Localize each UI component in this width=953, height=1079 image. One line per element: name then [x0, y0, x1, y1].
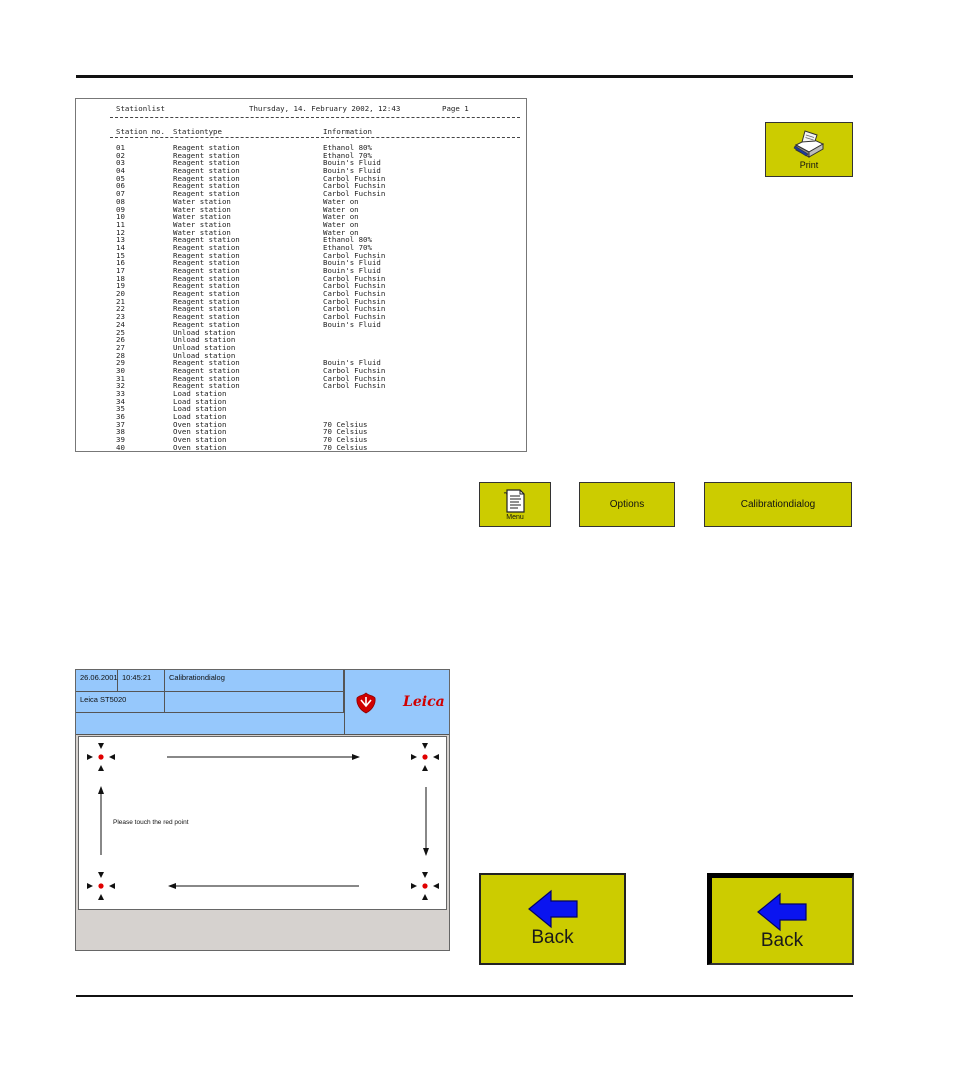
- leica-logo-text: Leica: [403, 694, 445, 710]
- leica-emblem-icon: [355, 692, 377, 714]
- arrow-left-icon: [756, 892, 808, 932]
- stationtype-cell: Load station: [173, 396, 227, 406]
- station-no-cell: 33: [116, 389, 125, 398]
- station-no-cell: 11: [116, 219, 125, 229]
- top-rule: [76, 75, 853, 78]
- station-no-cell: 35: [116, 404, 125, 414]
- back-button-label: Back: [760, 930, 804, 951]
- stationtype-cell: Reagent station: [173, 365, 240, 375]
- back-button-pressed[interactable]: [707, 873, 854, 965]
- information-cell: 70 Celsius: [323, 442, 368, 452]
- information-cell: Ethanol 70%: [323, 150, 372, 160]
- station-no-cell: 34: [116, 396, 125, 406]
- calibrationdialog-button-label: Calibrationdialog: [740, 499, 816, 510]
- stationtype-cell: Load station: [173, 412, 227, 422]
- menu-button-label: Menu: [506, 514, 524, 521]
- station-no-cell: 07: [116, 189, 125, 199]
- station-no-cell: 38: [116, 427, 125, 437]
- stationtype-cell: Unload station: [173, 327, 236, 337]
- information-cell: Water on: [323, 219, 359, 229]
- stationtype-cell: Reagent station: [173, 250, 240, 260]
- status-bar: [76, 911, 449, 950]
- station-no-cell: 19: [116, 281, 125, 291]
- information-cell: Water on: [323, 204, 359, 214]
- stationtype-cell: Reagent station: [173, 143, 240, 152]
- print-button[interactable]: [765, 122, 853, 177]
- header-date: 26.06.2001: [76, 670, 118, 692]
- information-cell: Ethanol 80%: [323, 143, 372, 152]
- column-header-station-no: Station no.: [116, 127, 165, 136]
- station-no-cell: 16: [116, 258, 125, 268]
- station-no-cell: 29: [116, 358, 125, 368]
- station-no-cell: 15: [116, 250, 125, 260]
- stationtype-cell: Reagent station: [173, 312, 240, 322]
- stationtype-cell: Reagent station: [173, 266, 240, 275]
- back-button[interactable]: [479, 873, 626, 965]
- stationtype-cell: Reagent station: [173, 242, 240, 252]
- information-cell: Bouin's Fluid: [323, 166, 381, 176]
- station-no-cell: 21: [116, 296, 125, 306]
- station-no-cell: 39: [116, 435, 125, 445]
- stationlist-column-headers: [116, 128, 516, 136]
- information-cell: Carbol Fuchsin: [323, 296, 386, 306]
- stationlist-page: Page 1: [442, 104, 469, 113]
- information-cell: 70 Celsius: [323, 435, 368, 445]
- arrow-left-icon: [527, 889, 579, 929]
- information-cell: Carbol Fuchsin: [323, 289, 386, 299]
- station-no-cell: 26: [116, 335, 125, 345]
- station-no-cell: 31: [116, 373, 125, 383]
- stationlist-printout: [75, 98, 527, 452]
- header-device: Leica ST5020: [76, 692, 165, 713]
- stationtype-cell: Reagent station: [173, 166, 240, 176]
- station-no-cell: 28: [116, 350, 125, 360]
- stationtype-cell: Reagent station: [173, 150, 240, 160]
- station-no-cell: 23: [116, 312, 125, 322]
- station-no-cell: 12: [116, 227, 125, 237]
- stationtype-cell: Reagent station: [173, 281, 240, 291]
- information-cell: Water on: [323, 212, 359, 222]
- information-cell: Carbol Fuchsin: [323, 365, 386, 375]
- calibration-dialog-screen: [75, 669, 450, 951]
- stationtype-cell: Reagent station: [173, 189, 240, 199]
- stationtype-cell: Water station: [173, 212, 231, 222]
- calibration-target-top-right[interactable]: [411, 743, 439, 771]
- options-button-label: Options: [609, 499, 645, 510]
- stationlist-date: Thursday, 14. February 2002, 12:43: [249, 104, 401, 113]
- information-cell: Carbol Fuchsin: [323, 373, 386, 383]
- information-cell: Carbol Fuchsin: [323, 381, 386, 391]
- stationtype-cell: Water station: [173, 204, 231, 214]
- stationlist-header: [116, 105, 516, 113]
- header-time: 10:45:21: [118, 670, 165, 692]
- dashed-divider: [110, 117, 520, 118]
- station-no-cell: 40: [116, 442, 125, 452]
- header-empty-cell: [165, 692, 344, 713]
- stationtype-cell: Reagent station: [173, 235, 240, 245]
- column-header-stationtype: Stationtype: [173, 127, 222, 136]
- station-no-cell: 01: [116, 143, 125, 152]
- station-no-cell: 09: [116, 204, 125, 214]
- information-cell: Water on: [323, 227, 359, 237]
- stationtype-cell: Unload station: [173, 342, 236, 352]
- printer-icon: [792, 129, 826, 159]
- stationtype-cell: Reagent station: [173, 258, 240, 268]
- station-no-cell: 10: [116, 212, 125, 222]
- station-no-cell: 02: [116, 150, 125, 160]
- table-row: [116, 444, 516, 452]
- stationtype-cell: Reagent station: [173, 358, 240, 368]
- station-no-cell: 05: [116, 173, 125, 183]
- stationlist-title: Stationlist: [116, 104, 165, 113]
- station-no-cell: 08: [116, 196, 125, 206]
- menu-document-icon: [502, 488, 528, 514]
- dialog-header: [76, 670, 449, 735]
- stationtype-cell: Reagent station: [173, 273, 240, 283]
- station-no-cell: 30: [116, 365, 125, 375]
- station-no-cell: 17: [116, 266, 125, 275]
- information-cell: 70 Celsius: [323, 419, 368, 429]
- information-cell: Water on: [323, 196, 359, 206]
- stationtype-cell: Reagent station: [173, 181, 240, 191]
- instruction-text: Please touch the red point: [113, 819, 189, 826]
- stationtype-cell: Reagent station: [173, 381, 240, 391]
- stationtype-cell: Reagent station: [173, 304, 240, 314]
- information-cell: Bouin's Fluid: [323, 158, 381, 168]
- information-cell: Carbol Fuchsin: [323, 273, 386, 283]
- information-cell: Carbol Fuchsin: [323, 189, 386, 199]
- print-button-label: Print: [799, 160, 819, 170]
- stationtype-cell: Water station: [173, 219, 231, 229]
- station-no-cell: 25: [116, 327, 125, 337]
- stationtype-cell: Oven station: [173, 442, 227, 452]
- stationtype-cell: Oven station: [173, 419, 227, 429]
- information-cell: Ethanol 70%: [323, 242, 372, 252]
- information-cell: 70 Celsius: [323, 427, 368, 437]
- bottom-rule: [76, 995, 853, 997]
- menu-button[interactable]: [479, 482, 551, 527]
- station-no-cell: 20: [116, 289, 125, 299]
- station-no-cell: 32: [116, 381, 125, 391]
- calibration-target-top-left[interactable]: [87, 743, 115, 771]
- information-cell: Carbol Fuchsin: [323, 250, 386, 260]
- stationtype-cell: Load station: [173, 389, 227, 398]
- information-cell: Carbol Fuchsin: [323, 181, 386, 191]
- calibrationdialog-button[interactable]: [704, 482, 852, 527]
- stationtype-cell: Oven station: [173, 435, 227, 445]
- back-button-label: Back: [531, 927, 574, 948]
- station-no-cell: 04: [116, 166, 125, 176]
- stationtype-cell: Reagent station: [173, 173, 240, 183]
- information-cell: Bouin's Fluid: [323, 258, 381, 268]
- information-cell: Bouin's Fluid: [323, 358, 381, 368]
- calibration-target-bottom-right[interactable]: [411, 872, 439, 900]
- information-cell: Bouin's Fluid: [323, 266, 381, 275]
- station-no-cell: 36: [116, 412, 125, 422]
- stationtype-cell: Water station: [173, 196, 231, 206]
- stationtype-cell: Unload station: [173, 350, 236, 360]
- station-no-cell: 24: [116, 319, 125, 329]
- header-title: Calibrationdialog: [165, 670, 344, 692]
- stationlist-rows: [116, 144, 516, 452]
- information-cell: Carbol Fuchsin: [323, 173, 386, 183]
- stationtype-cell: Load station: [173, 404, 227, 414]
- station-no-cell: 13: [116, 235, 125, 245]
- column-header-information: Information: [323, 127, 372, 136]
- station-no-cell: 14: [116, 242, 125, 252]
- station-no-cell: 03: [116, 158, 125, 168]
- station-no-cell: 27: [116, 342, 125, 352]
- stationtype-cell: Reagent station: [173, 296, 240, 306]
- stationtype-cell: Reagent station: [173, 158, 240, 168]
- dashed-divider: [110, 137, 520, 138]
- calibration-canvas[interactable]: [78, 736, 447, 910]
- calibration-target-bottom-left[interactable]: [87, 872, 115, 900]
- stationtype-cell: Water station: [173, 227, 231, 237]
- stationtype-cell: Reagent station: [173, 319, 240, 329]
- station-no-cell: 37: [116, 419, 125, 429]
- stationtype-cell: Oven station: [173, 427, 227, 437]
- stationtype-cell: Reagent station: [173, 289, 240, 299]
- logo-area: [344, 670, 449, 734]
- stationtype-cell: Unload station: [173, 335, 236, 345]
- station-no-cell: 06: [116, 181, 125, 191]
- information-cell: Carbol Fuchsin: [323, 281, 386, 291]
- stationtype-cell: Reagent station: [173, 373, 240, 383]
- station-no-cell: 22: [116, 304, 125, 314]
- information-cell: Ethanol 80%: [323, 235, 372, 245]
- station-no-cell: 18: [116, 273, 125, 283]
- information-cell: Bouin's Fluid: [323, 319, 381, 329]
- information-cell: Carbol Fuchsin: [323, 304, 386, 314]
- options-button[interactable]: [579, 482, 675, 527]
- information-cell: Carbol Fuchsin: [323, 312, 386, 322]
